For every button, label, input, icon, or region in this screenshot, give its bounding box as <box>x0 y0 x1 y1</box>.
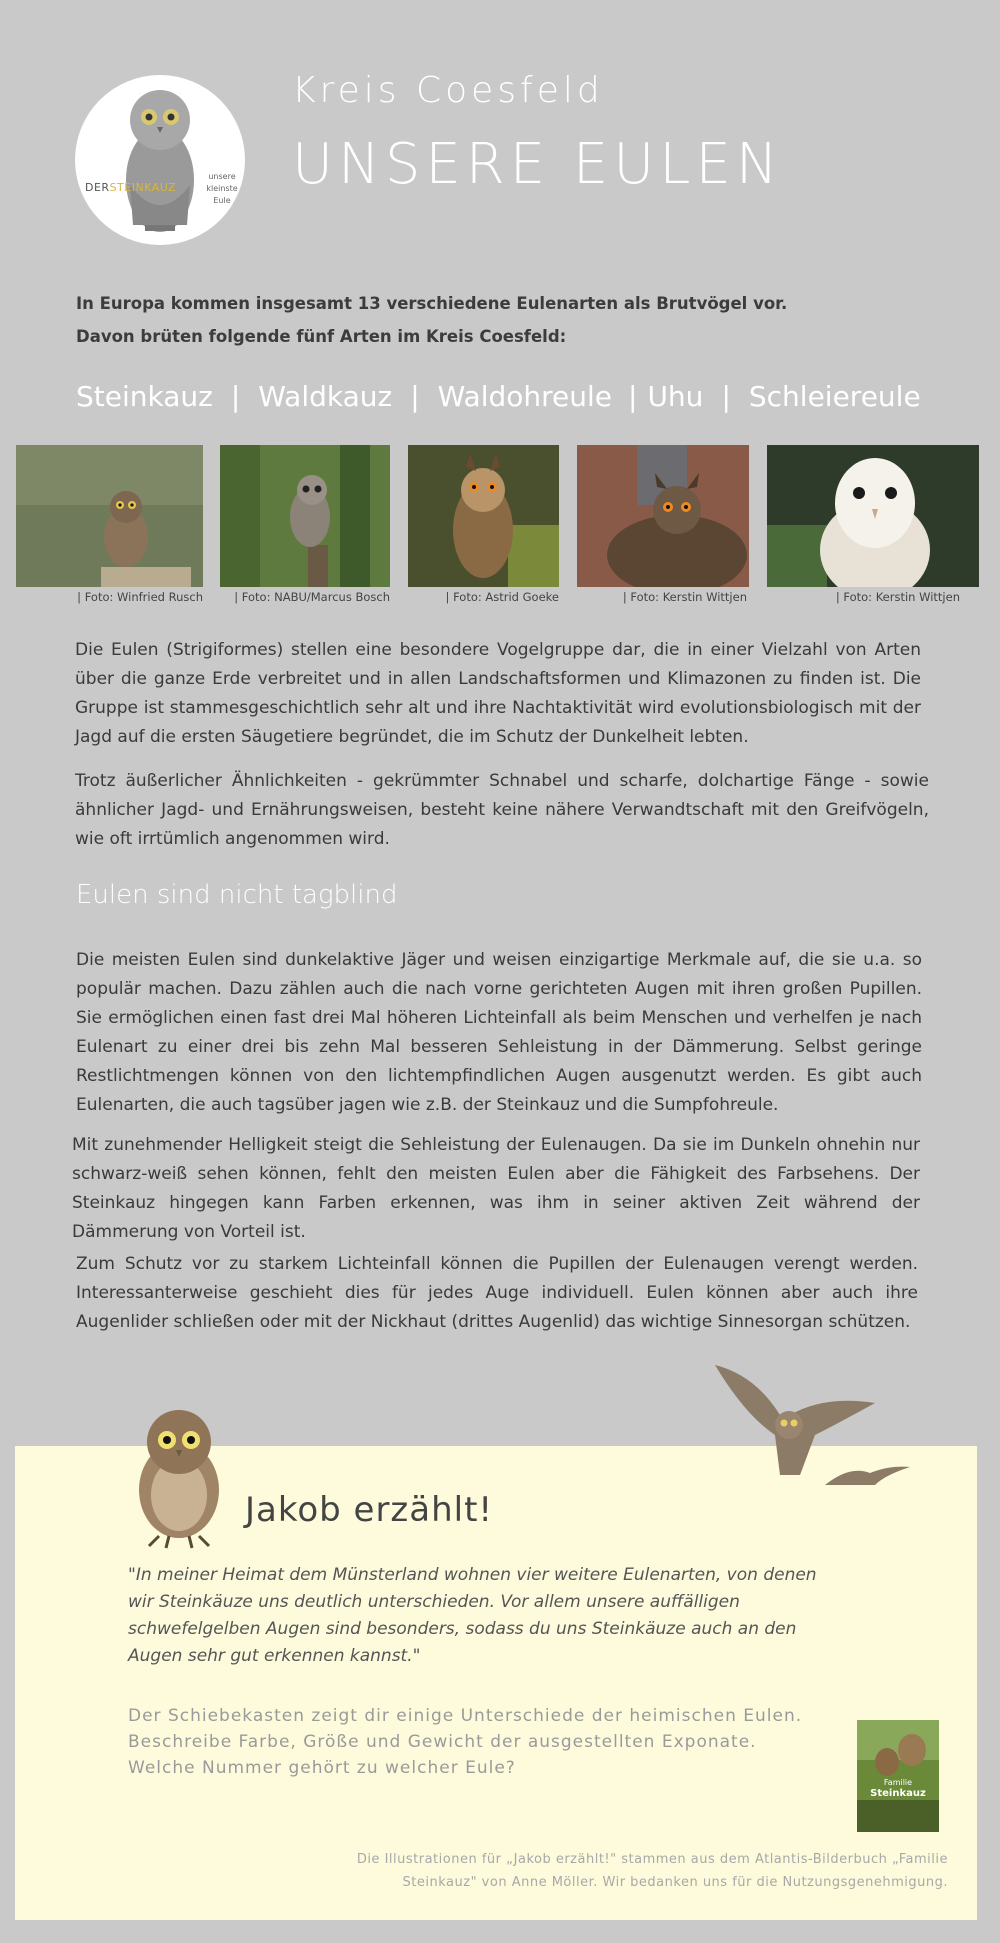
logo-der: DER <box>85 181 110 194</box>
intro-text <box>76 287 936 353</box>
logo-tagline-3: Eule <box>213 196 231 205</box>
species-uhu: Uhu <box>647 380 704 413</box>
flying-owls-icon <box>705 1355 915 1495</box>
jakob-owl-icon <box>124 1400 234 1550</box>
page-title: UNSERE EULEN <box>292 132 783 197</box>
logo-tagline-2: kleinste <box>206 184 238 193</box>
logo-steinkauz: STEINKAUZ <box>109 181 177 194</box>
photo-credit-3: | Foto: Astrid Goeke <box>445 590 559 604</box>
photo-waldkauz <box>220 445 390 587</box>
book-title-1: Familie <box>883 1778 913 1787</box>
illustration-credit: Die Illustrationen für „Jakob erzählt!" stammen aus dem Atlantis-Bilderbuch „Familie Steinkauz" von Anne Möller. Wir bedanken uns für die Nutzungsgenehmigung. <box>356 1852 948 1890</box>
species-waldkauz: Waldkauz <box>258 380 393 413</box>
species-list: Steinkauz | Waldkauz | Waldohreule | Uhu | Schleiereule <box>76 380 921 413</box>
intro-line-1: In Europa kommen insgesamt 13 verschiedene Eulenarten als Brutvögel vor. <box>76 294 788 313</box>
book-cover-icon <box>857 1720 939 1832</box>
photo-credit-2: | Foto: NABU/Marcus Bosch <box>234 590 390 604</box>
photo-credit-5: | Foto: Kerstin Wittjen <box>835 590 960 604</box>
paragraph-4: Mit zunehmender Helligkeit steigt die Sehleistung der Eulenaugen. Da sie im Dunkeln ohnehin nur schwarz-weiß sehen können, fehlt den meisten Eulen aber die Fähigkeit des Farbsehens. Der Steinkauz hingegen kann Farben erkennen, was ihm in seiner aktiven Zeit während der Dämmerung von Vorteil ist. <box>72 1135 920 1242</box>
paragraph-5: Zum Schutz vor zu starkem Lichteinfall können die Pupillen der Eulenaugen verengt werden. Interessanterweise geschieht dies für jedes Auge individuell. Eulen können aber auch ihre Augenlider schließen oder mit der Nickhaut (drittes Augenlid) das wichtige Sinnesorgan schützen. <box>76 1254 918 1332</box>
photo-steinkauz <box>16 445 203 587</box>
jakob-task: Der Schiebekasten zeigt dir einige Unterschiede der heimischen Eulen. Beschreibe Farbe, Größe und Gewicht der ausgestellten Exponate. Welche Nummer gehört zu welcher Eule? <box>128 1706 803 1778</box>
section-heading: Eulen sind nicht tagblind <box>76 880 398 910</box>
paragraph-1: Die Eulen (Strigiformes) stellen eine besondere Vogelgruppe dar, die in einer Vielzahl von Arten über die ganze Erde verbreitet und in allen Landschaftsformen und Klimazonen zu finden ist. Die Gruppe ist stammesgeschichtlich sehr alt und ihre Nachtaktivität wird evolutionsbiologisch mit der Jagd auf die ersten Säugetiere begründet, die im Schutz der Dunkelheit lebten. <box>75 640 921 747</box>
photo-waldohreule <box>408 445 559 587</box>
kreis-heading: Kreis Coesfeld <box>292 70 604 111</box>
book-cover <box>857 1720 939 1832</box>
species-schleiereule: Schleiereule <box>748 380 921 413</box>
species-waldohreule: Waldohreule <box>437 380 612 413</box>
intro-line-2: Davon brüten folgende fünf Arten im Kreis Coesfeld: <box>76 327 567 346</box>
photo-schleiereule <box>767 445 979 587</box>
photo-uhu <box>577 445 749 587</box>
steinkauz-logo <box>75 75 245 245</box>
species-steinkauz: Steinkauz <box>76 380 213 413</box>
paragraph-3: Die meisten Eulen sind dunkelaktive Jäger und weisen einzigartige Merkmale auf, die sie u.a. so populär machen. Dazu zählen auch die nach vorne gerichteten Augen mit ihren großen Pupillen. Sie ermöglichen einen fast drei Mal höheren Lichteinfall als beim Menschen und verhelfen je nach Eulenart zu einer drei bis zehn Mal besseren Sehleistung in der Dämmerung. Selbst geringe Restlichtmengen können von den lichtempfindlichen Augen ausgenutzt werden. Es gibt auch Eulenarten, die auch tagsüber jagen wie z.B. der Steinkauz und die Sumpfohreule. <box>76 950 922 1115</box>
book-title-2: Steinkauz <box>870 1788 926 1799</box>
jakob-title: Jakob erzählt! <box>245 1490 494 1530</box>
jakob-quote: "In meiner Heimat dem Münsterland wohnen vier weitere Eulenarten, von denen wir Steinkäuze uns deutlich unterschieden. Vor allem unsere auffälligen schwefelgelben Augen sind besonders, sodass du uns Steinkäuze auch an den Augen sehr gut erkennen kannst." <box>128 1565 817 1666</box>
photo-credit-1: | Foto: Winfried Rusch <box>77 590 203 604</box>
photo-credit-4: | Foto: Kerstin Wittjen <box>622 590 747 604</box>
paragraph-2: Trotz äußerlicher Ähnlichkeiten - gekrümmter Schnabel und scharfe, dolchartige Fänge - sowie ähnlicher Jagd- und Ernährungsweisen, besteht keine nähere Verwandtschaft mit den Greifvögeln, wie oft irrtümlich angenommen wird. <box>75 771 929 849</box>
logo-tagline-1: unsere <box>208 172 236 181</box>
owl-logo-icon <box>75 75 245 245</box>
